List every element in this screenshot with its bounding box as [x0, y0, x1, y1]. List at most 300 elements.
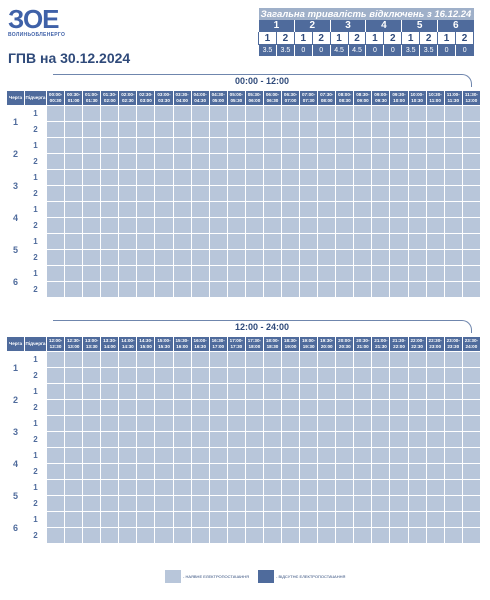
queue-number: 6 — [7, 266, 25, 298]
schedule-cell — [263, 234, 281, 250]
schedule-cell — [462, 352, 480, 368]
subqueue-number: 2 — [25, 154, 47, 170]
schedule-cell — [137, 400, 155, 416]
schedule-cell — [119, 464, 137, 480]
schedule-cell — [372, 512, 390, 528]
schedule-cell — [173, 352, 191, 368]
queue-number: 3 — [7, 170, 25, 202]
schedule-cell — [191, 496, 209, 512]
table-row — [7, 266, 481, 282]
schedule-cell — [245, 138, 263, 154]
schedule-cell — [408, 528, 426, 544]
schedule-cell — [444, 122, 462, 138]
schedule-cell — [444, 432, 462, 448]
time-slot-header: 02:00-02:30 — [119, 91, 137, 106]
time-slot-header: 10:00-10:30 — [408, 91, 426, 106]
schedule-cell — [426, 400, 444, 416]
schedule-cell — [318, 448, 336, 464]
schedule-cell — [65, 106, 83, 122]
schedule-cell — [354, 464, 372, 480]
schedule-cell — [426, 202, 444, 218]
time-slot-header: 19:00-19:30 — [300, 337, 318, 352]
schedule-cell — [137, 512, 155, 528]
schedule-cell — [444, 154, 462, 170]
schedule-cell — [462, 496, 480, 512]
schedule-cell — [173, 250, 191, 266]
schedule-cell — [119, 218, 137, 234]
schedule-cell — [227, 400, 245, 416]
schedule-cell — [245, 122, 263, 138]
schedule-cell — [47, 480, 65, 496]
schedule-cell — [227, 480, 245, 496]
legend-label-on: - НАЯВНЕ ЕЛЕКТРОПОСТАЧАННЯ — [183, 574, 250, 580]
schedule-cell — [354, 416, 372, 432]
schedule-cell — [101, 432, 119, 448]
schedule-cell — [83, 448, 101, 464]
schedule-cell — [318, 432, 336, 448]
schedule-cell — [65, 512, 83, 528]
schedule-cell — [318, 528, 336, 544]
schedule-cell — [444, 282, 462, 298]
summary-subqueue: 1 — [366, 32, 384, 45]
schedule-cell — [282, 122, 300, 138]
schedule-cell — [390, 528, 408, 544]
schedule-cell — [209, 496, 227, 512]
schedule-cell — [173, 416, 191, 432]
schedule-cell — [336, 202, 354, 218]
schedule-cell — [209, 464, 227, 480]
schedule-cell — [390, 234, 408, 250]
schedule-cell — [390, 154, 408, 170]
subqueue-number: 2 — [25, 368, 47, 384]
schedule-cell — [245, 250, 263, 266]
summary-subqueue: 2 — [384, 32, 402, 45]
time-slot-header: 15:00-15:30 — [155, 337, 173, 352]
schedule-cell — [137, 154, 155, 170]
schedule-cell — [336, 234, 354, 250]
schedule-cell — [47, 106, 65, 122]
schedule-cell — [282, 234, 300, 250]
schedule-cell — [263, 122, 281, 138]
schedule-cell — [101, 496, 119, 512]
schedule-cell — [300, 202, 318, 218]
schedule-cell — [300, 384, 318, 400]
subqueue-number: 2 — [25, 250, 47, 266]
schedule-cell — [372, 106, 390, 122]
schedule-cell — [426, 368, 444, 384]
schedule-cell — [318, 218, 336, 234]
schedule-cell — [101, 234, 119, 250]
schedule-cell — [336, 250, 354, 266]
queue-number: 4 — [7, 448, 25, 480]
queue-number: 1 — [7, 106, 25, 138]
schedule-cell — [155, 352, 173, 368]
schedule-cell — [227, 154, 245, 170]
subqueue-number: 2 — [25, 528, 47, 544]
schedule-cell — [426, 432, 444, 448]
time-slot-header: 08:30-09:00 — [354, 91, 372, 106]
schedule-cell — [209, 512, 227, 528]
schedule-cell — [354, 266, 372, 282]
schedule-cell — [336, 122, 354, 138]
subqueue-number: 1 — [25, 512, 47, 528]
time-slot-header: 22:30-23:00 — [426, 337, 444, 352]
schedule-cell — [83, 416, 101, 432]
schedule-cell — [318, 250, 336, 266]
legend-swatch-on — [165, 570, 181, 583]
schedule-cell — [354, 154, 372, 170]
summary-subqueue: 1 — [259, 32, 277, 45]
schedule-cell — [372, 202, 390, 218]
schedule-cell — [83, 154, 101, 170]
schedule-cell — [372, 496, 390, 512]
schedule-cell — [390, 416, 408, 432]
schedule-cell — [155, 416, 173, 432]
schedule-cell — [119, 368, 137, 384]
schedule-cell — [263, 186, 281, 202]
schedule-cell — [83, 122, 101, 138]
schedule-cell — [263, 368, 281, 384]
schedule-cell — [263, 448, 281, 464]
schedule-cell — [390, 138, 408, 154]
schedule-cell — [209, 352, 227, 368]
time-slot-header: 11:00-11:30 — [444, 91, 462, 106]
summary-value: 0 — [455, 45, 473, 57]
schedule-cell — [155, 170, 173, 186]
schedule-cell — [318, 416, 336, 432]
schedule-cell — [372, 384, 390, 400]
schedule-cell — [137, 352, 155, 368]
subqueue-number: 1 — [25, 170, 47, 186]
schedule-cell — [263, 106, 281, 122]
schedule-cell — [408, 250, 426, 266]
schedule-cell — [47, 464, 65, 480]
schedule-cell — [101, 448, 119, 464]
schedule-cell — [318, 384, 336, 400]
time-slot-header: 14:00-14:30 — [119, 337, 137, 352]
summary-subqueue: 2 — [420, 32, 438, 45]
schedule-cell — [282, 480, 300, 496]
schedule-cell — [65, 496, 83, 512]
schedule-cell — [209, 234, 227, 250]
schedule-cell — [209, 122, 227, 138]
schedule-cell — [282, 186, 300, 202]
schedule-cell — [336, 448, 354, 464]
schedule-cell — [119, 400, 137, 416]
schedule-cell — [65, 480, 83, 496]
summary-value: 3.5 — [259, 45, 277, 57]
table-row — [7, 528, 481, 544]
schedule-cell — [426, 528, 444, 544]
time-slot-header: 23:00-23:30 — [444, 337, 462, 352]
legend-power-off — [258, 568, 345, 582]
schedule-cell — [227, 528, 245, 544]
schedule-cell — [101, 352, 119, 368]
schedule-cell — [83, 528, 101, 544]
schedule-cell — [282, 266, 300, 282]
schedule-cell — [263, 282, 281, 298]
schedule-cell — [47, 202, 65, 218]
schedule-cell — [300, 512, 318, 528]
table-row — [7, 122, 481, 138]
schedule-cell — [245, 352, 263, 368]
schedule-cell — [47, 154, 65, 170]
schedule-cell — [408, 368, 426, 384]
schedule-cell — [155, 154, 173, 170]
time-slot-header: 21:30-22:00 — [390, 337, 408, 352]
schedule-cell — [282, 352, 300, 368]
legend-swatch-off — [258, 570, 274, 583]
schedule-cell — [209, 170, 227, 186]
schedule-cell — [462, 400, 480, 416]
schedule-cell — [191, 170, 209, 186]
schedule-cell — [65, 416, 83, 432]
schedule-cell — [155, 234, 173, 250]
schedule-cell — [372, 218, 390, 234]
schedule-cell — [282, 154, 300, 170]
schedule-cell — [65, 528, 83, 544]
schedule-cell — [462, 250, 480, 266]
schedule-cell — [155, 432, 173, 448]
schedule-cell — [173, 512, 191, 528]
schedule-cell — [263, 416, 281, 432]
schedule-cell — [227, 106, 245, 122]
queue-column-header: Черга — [7, 337, 25, 352]
schedule-cell — [65, 266, 83, 282]
schedule-cell — [408, 266, 426, 282]
summary-header: Загальна тривалість відключень з 16.12.24 — [259, 8, 474, 20]
schedule-cell — [227, 496, 245, 512]
legend-label-off: - ВІДСУТНЄ ЕЛЕКТРОПОСТАЧАННЯ — [276, 574, 346, 580]
schedule-cell — [390, 352, 408, 368]
schedule-cell — [372, 480, 390, 496]
schedule-cell — [282, 496, 300, 512]
schedule-cell — [65, 218, 83, 234]
schedule-cell — [83, 218, 101, 234]
time-slot-header: 17:30-18:00 — [245, 337, 263, 352]
summary-subqueue: 1 — [438, 32, 456, 45]
schedule-cell — [101, 416, 119, 432]
subqueue-number: 2 — [25, 464, 47, 480]
schedule-cell — [155, 282, 173, 298]
schedule-cell — [390, 250, 408, 266]
schedule-cell — [282, 384, 300, 400]
summary-queue-row — [259, 20, 474, 32]
schedule-cell — [282, 282, 300, 298]
schedule-cell — [444, 202, 462, 218]
summary-value: 0 — [294, 45, 312, 57]
time-slot-header: 06:30-07:00 — [282, 91, 300, 106]
schedule-cell — [191, 218, 209, 234]
schedule-cell — [155, 496, 173, 512]
summary-subqueue: 1 — [294, 32, 312, 45]
schedule-cell — [263, 202, 281, 218]
schedule-cell — [372, 170, 390, 186]
schedule-cell — [209, 138, 227, 154]
schedule-cell — [65, 186, 83, 202]
schedule-cell — [408, 170, 426, 186]
schedule-cell — [155, 202, 173, 218]
schedule-cell — [65, 400, 83, 416]
schedule-cell — [426, 384, 444, 400]
schedule-cell — [408, 234, 426, 250]
schedule-cell — [390, 448, 408, 464]
schedule-cell — [119, 384, 137, 400]
time-slot-header: 10:30-11:00 — [426, 91, 444, 106]
logo-mark: ЗОЕ — [8, 4, 59, 34]
schedule-cell — [47, 400, 65, 416]
schedule-cell — [336, 154, 354, 170]
schedule-cell — [444, 266, 462, 282]
schedule-cell — [155, 512, 173, 528]
schedule-cell — [372, 266, 390, 282]
schedule-cell — [155, 464, 173, 480]
subqueue-number: 2 — [25, 218, 47, 234]
schedule-cell — [444, 352, 462, 368]
time-slot-header: 12:00-12:30 — [47, 337, 65, 352]
time-slot-header: 20:30-21:00 — [354, 337, 372, 352]
subqueue-number: 2 — [25, 400, 47, 416]
schedule-cell — [119, 432, 137, 448]
schedule-cell — [101, 218, 119, 234]
schedule-cell — [245, 432, 263, 448]
schedule-cell — [263, 464, 281, 480]
schedule-cell — [336, 352, 354, 368]
schedule-cell — [155, 250, 173, 266]
schedule-cell — [408, 448, 426, 464]
schedule-cell — [390, 106, 408, 122]
schedule-cell — [390, 432, 408, 448]
time-slot-header: 20:00-20:30 — [336, 337, 354, 352]
schedule-cell — [227, 250, 245, 266]
schedule-cell — [426, 352, 444, 368]
table-row — [7, 218, 481, 234]
schedule-cell — [155, 138, 173, 154]
time-slot-header: 23:30-24:00 — [462, 337, 480, 352]
schedule-cell — [65, 384, 83, 400]
table-row — [7, 400, 481, 416]
subqueue-column-header: Підчерга — [25, 91, 47, 106]
subqueue-number: 1 — [25, 266, 47, 282]
summary-subqueue: 1 — [330, 32, 348, 45]
schedule-cell — [336, 432, 354, 448]
schedule-cell — [245, 512, 263, 528]
schedule-cell — [119, 448, 137, 464]
schedule-cell — [191, 464, 209, 480]
schedule-cell — [47, 384, 65, 400]
schedule-cell — [191, 368, 209, 384]
schedule-cell — [318, 186, 336, 202]
schedule-cell — [65, 234, 83, 250]
schedule-cell — [318, 352, 336, 368]
subqueue-number: 2 — [25, 122, 47, 138]
schedule-cell — [47, 432, 65, 448]
schedule-cell — [137, 496, 155, 512]
subqueue-number: 1 — [25, 416, 47, 432]
time-slot-header: 13:30-14:00 — [101, 337, 119, 352]
subqueue-column-header: Підчерга — [25, 337, 47, 352]
schedule-cell — [209, 384, 227, 400]
schedule-cell — [336, 512, 354, 528]
schedule-cell — [282, 138, 300, 154]
schedule-cell — [462, 512, 480, 528]
schedule-cell — [47, 170, 65, 186]
schedule-cell — [173, 528, 191, 544]
schedule-cell — [426, 138, 444, 154]
schedule-cell — [65, 122, 83, 138]
schedule-cell — [444, 250, 462, 266]
schedule-cell — [462, 368, 480, 384]
schedule-cell — [191, 416, 209, 432]
schedule-cell — [83, 400, 101, 416]
schedule-cell — [155, 122, 173, 138]
time-slot-header: 01:30-02:00 — [101, 91, 119, 106]
schedule-cell — [119, 480, 137, 496]
schedule-cell — [209, 368, 227, 384]
schedule-cell — [245, 368, 263, 384]
schedule-cell — [47, 496, 65, 512]
schedule-cell — [83, 282, 101, 298]
schedule-cell — [101, 282, 119, 298]
schedule-cell — [300, 416, 318, 432]
time-slot-header: 01:00-01:30 — [83, 91, 101, 106]
schedule-cell — [300, 480, 318, 496]
summary-subqueue: 1 — [402, 32, 420, 45]
schedule-cell — [390, 186, 408, 202]
schedule-cell — [354, 218, 372, 234]
schedule-cell — [173, 106, 191, 122]
schedule-cell — [372, 400, 390, 416]
schedule-cell — [137, 368, 155, 384]
schedule-cell — [119, 496, 137, 512]
schedule-cell — [372, 528, 390, 544]
schedule-cell — [318, 480, 336, 496]
schedule-cell — [390, 384, 408, 400]
schedule-cell — [173, 122, 191, 138]
schedule-cell — [372, 186, 390, 202]
schedule-cell — [47, 528, 65, 544]
schedule-cell — [444, 480, 462, 496]
schedule-cell — [137, 528, 155, 544]
schedule-cell — [227, 352, 245, 368]
schedule-cell — [191, 432, 209, 448]
schedule-cell — [390, 464, 408, 480]
schedule-cell — [263, 154, 281, 170]
schedule-cell — [390, 202, 408, 218]
schedule-cell — [282, 528, 300, 544]
time-slot-header: 13:00-13:30 — [83, 337, 101, 352]
schedule-cell — [191, 202, 209, 218]
schedule-cell — [372, 416, 390, 432]
schedule-cell — [300, 432, 318, 448]
schedule-cell — [47, 448, 65, 464]
schedule-cell — [372, 234, 390, 250]
schedule-cell — [65, 352, 83, 368]
schedule-cell — [191, 266, 209, 282]
schedule-cell — [282, 432, 300, 448]
schedule-cell — [282, 512, 300, 528]
schedule-cell — [300, 368, 318, 384]
schedule-cell — [119, 154, 137, 170]
schedule-cell — [101, 480, 119, 496]
schedule-cell — [191, 138, 209, 154]
table-row — [7, 138, 481, 154]
legend-power-on — [165, 568, 249, 582]
schedule-cell — [282, 106, 300, 122]
schedule-cell — [336, 138, 354, 154]
table-row — [7, 250, 481, 266]
schedule-cell — [101, 464, 119, 480]
